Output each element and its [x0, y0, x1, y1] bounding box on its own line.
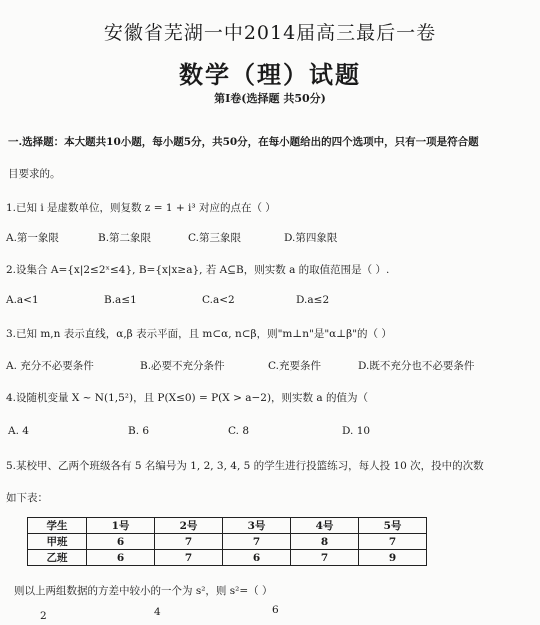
table-header-cell: 5号 — [359, 518, 427, 534]
question-4-option-d: D. 10 — [342, 425, 371, 437]
question-5-option-partial: 2 — [40, 610, 47, 622]
table-cell: 6 — [87, 550, 155, 566]
section-instructions-line2: 目要求的。 — [8, 168, 61, 180]
table-cell: 6 — [87, 534, 155, 550]
question-1-option-d: D.第四象限 — [284, 232, 338, 244]
table-header-cell: 3号 — [223, 518, 291, 534]
question-2-option-b: B.a≤1 — [104, 294, 137, 306]
table-cell: 7 — [155, 550, 223, 566]
volume-title: 第Ⅰ卷(选择题 共50分) — [214, 92, 326, 105]
score-table — [27, 517, 427, 566]
table-cell: 8 — [291, 534, 359, 550]
table-cell: 7 — [291, 550, 359, 566]
question-4-option-b: B. 6 — [128, 425, 150, 437]
school-title: 安徽省芜湖一中2014届高三最后一卷 — [103, 22, 437, 44]
table-row — [28, 550, 427, 566]
question-4-stem: 4.设随机变量 X ~ N(1,5²)，且 P(X≤0) = P(X > a−2)，则实数 a 的值为（ — [6, 392, 368, 404]
question-4-option-c: C. 8 — [228, 425, 250, 437]
question-5-stem-line2: 如下表： — [6, 492, 48, 504]
table-cell: 7 — [223, 534, 291, 550]
question-5-stem-line1: 5.某校甲、乙两个班级各有 5 名编号为 1, 2, 3, 4, 5 的学生进行投篮练习，每人投 10 次，投中的次数 — [6, 460, 484, 472]
table-cell: 7 — [155, 534, 223, 550]
question-1-stem: 1.已知 i 是虚数单位，则复数 z = 1 + i³ 对应的点在（ ） — [6, 202, 276, 214]
table-header-cell: 1号 — [87, 518, 155, 534]
table-cell: 7 — [359, 534, 427, 550]
question-3-option-b: B.必要不充分条件 — [140, 360, 225, 372]
table-header-cell: 4号 — [291, 518, 359, 534]
question-3-option-d: D.既不充分也不必要条件 — [358, 360, 475, 372]
table-cell: 乙班 — [28, 550, 87, 566]
question-2-option-d: D.a≤2 — [296, 294, 330, 306]
question-1-option-a: A.第一象限 — [6, 232, 59, 244]
table-row — [28, 534, 427, 550]
question-1-option-b: B.第二象限 — [98, 232, 152, 244]
table-header-cell: 2号 — [155, 518, 223, 534]
table-cell: 6 — [223, 550, 291, 566]
question-5-option-partial: 6 — [272, 604, 279, 616]
table-header-cell: 学生 — [28, 518, 87, 534]
question-5-tail: 则以上两组数据的方差中较小的一个为 s²，则 s²=（ ） — [14, 585, 273, 597]
question-3-stem: 3.已知 m,n 表示直线，α,β 表示平面，且 m⊂α, n⊂β，则"m⊥n"是"α⊥β"的（ ） — [6, 328, 392, 340]
question-2-stem: 2.设集合 A={x|2≤2ˣ≤4}, B={x|x≥a}, 若 A⊆B，则实数 a 的取值范围是（ ）. — [6, 264, 390, 276]
question-2-option-a: A.a<1 — [6, 294, 39, 306]
subject-title: 数学（理）试题 — [179, 60, 361, 89]
section-instructions-line1: 一.选择题：本大题共10小题，每小题5分，共50分，在每小题给出的四个选项中，只有一项是符合题 — [8, 136, 479, 148]
question-1-option-c: C.第三象限 — [188, 232, 241, 244]
question-3-option-a: A. 充分不必要条件 — [6, 360, 94, 372]
question-4-option-a: A. 4 — [8, 425, 29, 437]
question-3-option-c: C.充要条件 — [268, 360, 321, 372]
table-header-row — [28, 518, 427, 534]
table-cell: 9 — [359, 550, 427, 566]
question-2-option-c: C.a<2 — [202, 294, 235, 306]
question-5-option-partial: 4 — [154, 606, 161, 618]
table-cell: 甲班 — [28, 534, 87, 550]
